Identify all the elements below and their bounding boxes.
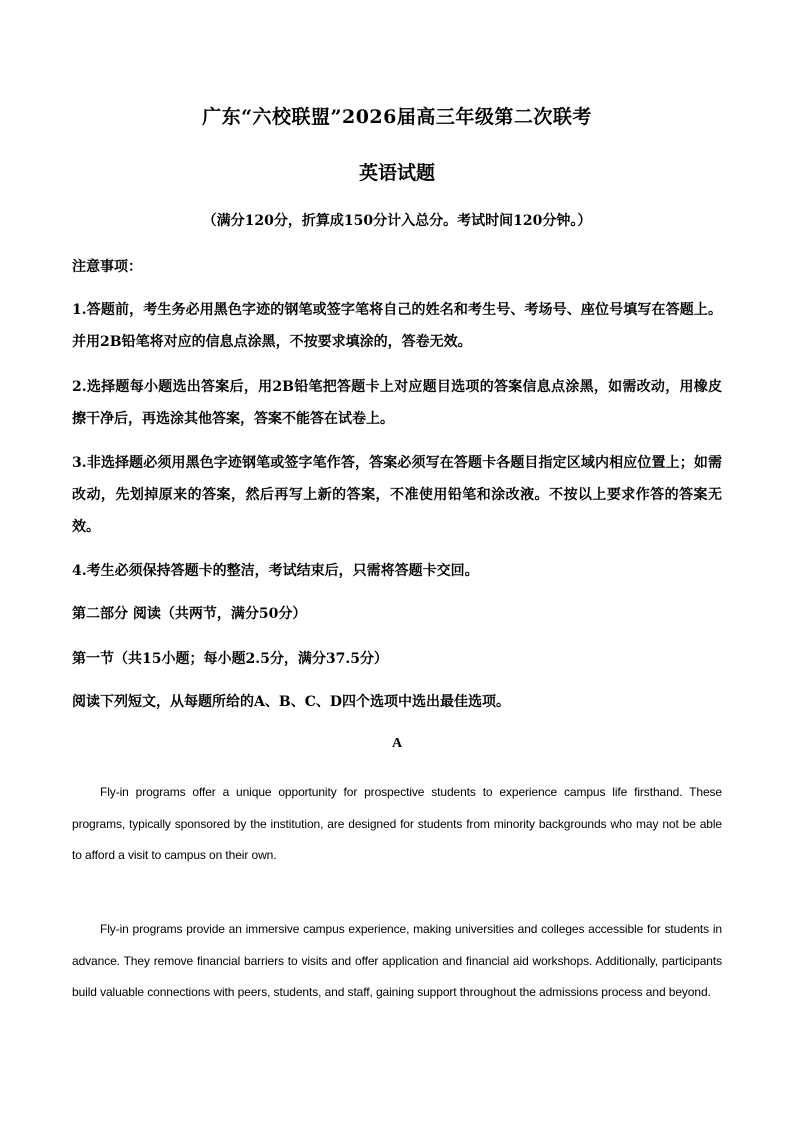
score-note: （满分120分，折算成150分计入总分。考试时间120分钟。）	[202, 213, 592, 229]
section-heading: 第一节（共15小题；每小题2.5分，满分37.5分）	[72, 651, 388, 667]
passage-paragraph-2: Fly-in programs provide an immersive campus experience, making universities and colleges accessible for students in advance. They remove financial barriers to visits and offer application and financial aid workshops. Additionally, participants build valuable connections with peers, students, and staff, gaining support throughout the admissions process and beyond.	[72, 922, 722, 999]
notice-heading: 注意事项：	[72, 259, 142, 275]
notice-item-2: 2.选择题每小题选出答案后，用2B铅笔把答题卡上对应题目选项的答案信息点涂黑，如需改动，用橡皮擦干净后，再选涂其他答案，答案不能答在试卷上。	[72, 379, 722, 427]
passage-letter: A	[391, 736, 403, 751]
exam-subject-title: 英语试题	[358, 162, 435, 184]
notice-item-3: 3.非选择题必须用黑色字迹钢笔或签字笔作答，答案必须写在答题卡各题目指定区域内相应位置上；如需改动，先划掉原来的答案，然后再写上新的答案，不准使用铅笔和涂改液。不按以上要求作答的答案无效。	[72, 455, 722, 535]
exam-title: 广东“六校联盟”2026届高三年级第二次联考	[202, 106, 592, 128]
notice-item-1: 1.答题前，考生务必用黑色字迹的钢笔或签字笔将自己的姓名和考生号、考场号、座位号填写在答题上。并用2B铅笔将对应的信息点涂黑，不按要求填涂的，答卷无效。	[72, 302, 722, 350]
passage-paragraph-1: Fly-in programs offer a unique opportunity for prospective students to experience campus life firsthand. These programs, typically sponsored by the institution, are designed for students from minority backgrounds who may not be able to afford a visit to campus on their own.	[72, 785, 722, 862]
part-heading: 第二部分 阅读（共两节，满分50分）	[72, 606, 307, 622]
notice-item-4: 4.考生必须保持答题卡的整洁，考试结束后，只需将答题卡交回。	[72, 563, 479, 579]
reading-instruction: 阅读下列短文，从每题所给的A、B、C、D四个选项中选出最佳选项。	[72, 694, 510, 710]
